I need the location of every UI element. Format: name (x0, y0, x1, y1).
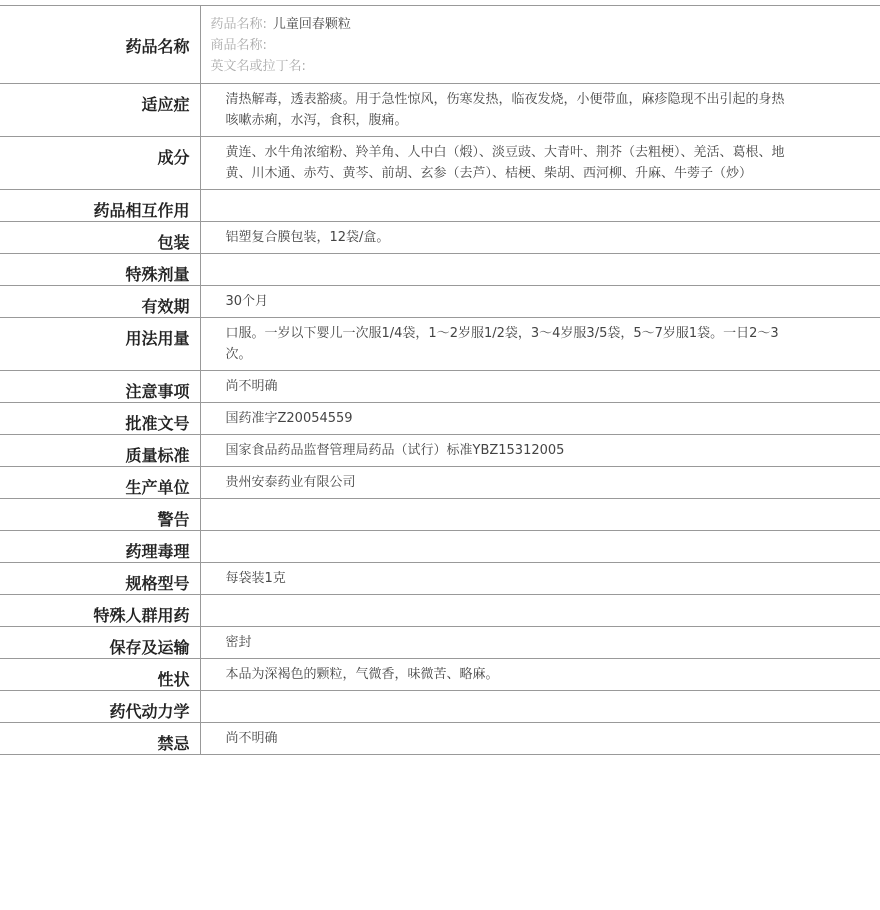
table-row (0, 563, 880, 595)
table-row (0, 691, 880, 723)
row-label: 成分 (157, 148, 190, 167)
row-label-cell (0, 595, 200, 627)
row-label: 质量标准 (125, 446, 190, 465)
row-value (226, 254, 791, 264)
table-row (0, 499, 880, 531)
row-value-cell (200, 627, 880, 659)
drug-info-table (0, 5, 880, 755)
table-row (0, 627, 880, 659)
latin-name-line (211, 56, 791, 77)
row-label: 特殊剂量 (125, 265, 190, 284)
row-label-cell (0, 563, 200, 595)
table-row (0, 254, 880, 286)
table-row (0, 190, 880, 222)
table-row (0, 467, 880, 499)
row-value (226, 691, 791, 701)
row-label-cell (0, 627, 200, 659)
row-value-cell (200, 563, 880, 595)
trade-name-key: 商品名称: (210, 38, 267, 53)
row-value: 清热解毒，透表豁痰。用于急性惊风，伤寒发热，临夜发烧，小便带血，麻疹隐现不出引起的身热咳嗽赤痢，水泻，食积，腹痛。 (225, 92, 785, 128)
row-label-cell (0, 531, 200, 563)
row-label-cell (0, 137, 200, 190)
row-value-cell (200, 137, 880, 190)
row-label-cell (0, 499, 200, 531)
drug-info-page (0, 5, 880, 755)
row-label: 保存及运输 (109, 638, 190, 657)
generic-name-key: 药品名称: (210, 17, 267, 32)
row-label: 禁忌 (157, 734, 190, 753)
row-value: 30个月 (225, 294, 269, 309)
row-value-cell (200, 190, 880, 222)
row-label-cell (0, 467, 200, 499)
row-label: 适应症 (141, 95, 190, 114)
row-value-cell (200, 659, 880, 691)
latin-name-key: 英文名或拉丁名: (210, 59, 306, 74)
row-label-cell (0, 190, 200, 222)
row-label-cell (0, 659, 200, 691)
table-row (0, 531, 880, 563)
table-row (0, 371, 880, 403)
trade-name-line (211, 35, 791, 56)
table-row (0, 435, 880, 467)
row-value-cell (200, 371, 880, 403)
row-value-cell (200, 691, 880, 723)
row-label: 特殊人群用药 (93, 606, 190, 625)
generic-name-value: 儿童回春颗粒 (272, 17, 351, 32)
row-label: 规格型号 (125, 574, 190, 593)
row-label-cell (0, 318, 200, 371)
row-value-cell (200, 499, 880, 531)
row-value: 口服。一岁以下婴儿一次服1/4袋，1～2岁服1/2袋，3～4岁服3/5袋，5～7岁服1袋。一日2～3次。 (225, 326, 779, 362)
row-value: 尚不明确 (225, 379, 278, 394)
row-label-cell (0, 691, 200, 723)
table-row (0, 403, 880, 435)
row-value-cell (200, 723, 880, 755)
row-value: 铝塑复合膜包装，12袋/盒。 (225, 230, 390, 245)
table-row (0, 595, 880, 627)
row-label: 生产单位 (125, 478, 190, 497)
row-value: 尚不明确 (225, 731, 278, 746)
row-label: 包装 (157, 233, 190, 252)
row-value (226, 499, 791, 509)
row-value: 本品为深褐色的颗粒，气微香，味微苦、略麻。 (225, 667, 499, 682)
generic-name-line (211, 14, 791, 35)
row-value-cell (200, 467, 880, 499)
row-label-cell (0, 254, 200, 286)
row-value-cell (200, 318, 880, 371)
table-row (0, 286, 880, 318)
row-value-cell (200, 254, 880, 286)
row-label: 警告 (157, 510, 190, 529)
row-value: 国家食品药品监督管理局药品（试行）标准YBZ15312005 (225, 443, 565, 458)
row-value (226, 531, 791, 541)
row-value-cell (200, 435, 880, 467)
row-label-cell (0, 84, 200, 137)
drug-name-value-cell (200, 6, 880, 84)
row-value (226, 595, 791, 605)
row-value: 每袋装1克 (225, 571, 286, 586)
row-label-cell (0, 286, 200, 318)
drug-name-row (0, 6, 880, 84)
row-value: 贵州安泰药业有限公司 (225, 475, 356, 490)
row-value-cell (200, 595, 880, 627)
row-value-cell (200, 222, 880, 254)
table-row (0, 318, 880, 371)
row-label: 批准文号 (125, 414, 190, 433)
row-label-cell (0, 222, 200, 254)
row-value-cell (200, 531, 880, 563)
drug-name-label-cell (0, 6, 200, 84)
table-row (0, 137, 880, 190)
row-value: 密封 (225, 635, 252, 650)
row-label: 药理毒理 (125, 542, 190, 561)
drug-name-label: 药品名称 (125, 37, 190, 56)
row-value (226, 190, 791, 200)
row-value-cell (200, 84, 880, 137)
row-label-cell (0, 403, 200, 435)
table-row (0, 222, 880, 254)
row-label-cell (0, 723, 200, 755)
row-label-cell (0, 371, 200, 403)
table-row (0, 723, 880, 755)
row-label: 药品相互作用 (93, 201, 190, 220)
row-label: 药代动力学 (109, 702, 190, 721)
row-label: 有效期 (141, 297, 190, 316)
table-row (0, 659, 880, 691)
row-value: 国药准字Z20054559 (225, 411, 353, 426)
row-label: 用法用量 (125, 329, 190, 348)
row-label: 注意事项 (125, 382, 190, 401)
row-value-cell (200, 286, 880, 318)
row-label: 性状 (157, 670, 190, 689)
row-value: 黄连、水牛角浓缩粉、羚羊角、人中白（煅）、淡豆豉、大青叶、荆芥（去粗梗）、羌活、葛根、地黄、川木通、赤芍、黄芩、前胡、玄参（去芦）、桔梗、柴胡、西河柳、升麻、牛蒡子（炒） (225, 145, 785, 181)
table-row (0, 84, 880, 137)
row-value-cell (200, 403, 880, 435)
row-label-cell (0, 435, 200, 467)
